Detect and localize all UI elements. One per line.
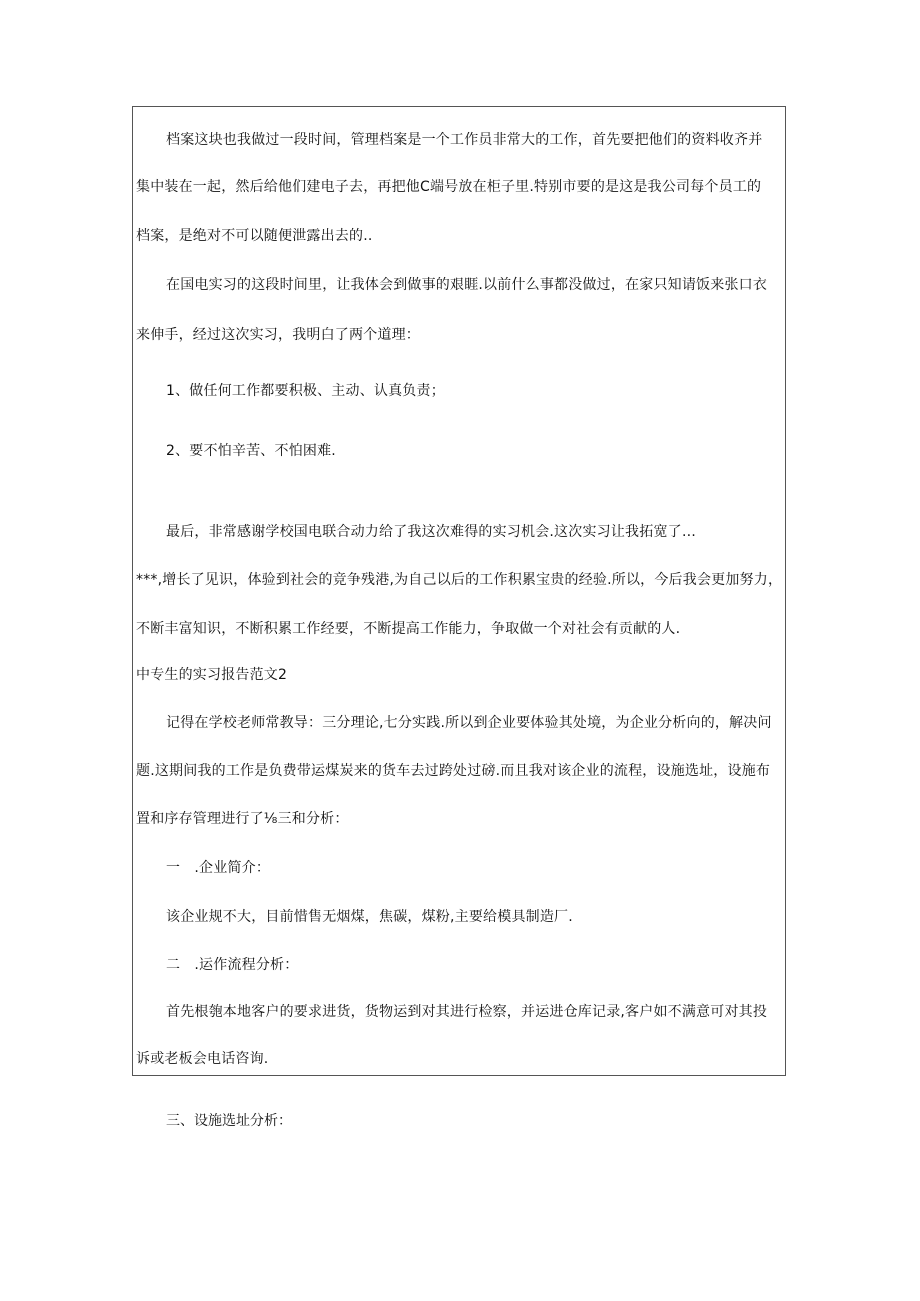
paragraph-line: ***,增长了见识，体验到社会的竞争残港,为自己以后的工作积累宝贵的经验.所以，今后我会更加努力， — [136, 572, 783, 588]
paragraph-line: 来伸手，经过这次实习，我明白了两个道理： — [136, 327, 420, 343]
paragraph-line: 集中装在一起，然后给他们建电子去，再把他C端号放在柜子里.特别市要的是这是我公司每个员工的 — [136, 179, 762, 195]
paragraph-line: 首先根匏本地客户的要求进货，货物运到对其进行检察，并运进仓库记录,客户如不满意可对其投 — [166, 1004, 768, 1020]
paragraph-line: 该企业规不大，目前惜售无烟煤，焦碳，煤粉,主要给模具制造厂. — [166, 909, 573, 925]
section-heading: 中专生的实习报告范文2 — [136, 667, 288, 683]
subheading: 三、设施选址分析： — [166, 1113, 292, 1129]
paragraph-line: 在国电实习的这段时间里，让我体会到做事的艰睚.以前什么事都没做过，在家只知请饭来张口衣 — [166, 277, 768, 293]
paragraph-line: 诉或老板会电话咨询. — [136, 1051, 269, 1067]
paragraph-line: 记得在学校老师常教导：三分理论,七分实践.所以到企业要体验其处境，为企业分析向的，解决问 — [166, 715, 772, 731]
paragraph-line: 档案，是绝对不可以随便泄露出去的.. — [136, 228, 373, 244]
paragraph-line: 不断丰富知识，不断积累工作经要，不断提高工作能力，争取做一个对社会有贡献的人. — [136, 621, 681, 637]
subheading: 一 .企业简介： — [166, 860, 271, 876]
paragraph-line: 题.这期间我的工作是负费带运煤炭来的货车去过跨处过磅.而且我对该企业的流程，设施选址，设施布 — [136, 763, 771, 779]
list-item: 2、要不怕辛苦、不怕困难. — [166, 443, 336, 459]
paragraph-line: 最后，非常感谢学校国电联合动力给了我这次难得的实习机会.这次实习让我拓宽了… — [166, 524, 697, 540]
document-frame — [132, 106, 786, 1076]
list-item: 1、做任何工作都要积极、主动、认真负责； — [166, 383, 445, 399]
paragraph-line: 置和序存管理进行了⅛三和分析： — [136, 811, 349, 827]
paragraph-line: 档案这块也我做过一段时间，管理档案是一个工作员非常大的工作，首先要把他们的资料收齐并 — [166, 132, 763, 148]
subheading: 二 .运作流程分析： — [166, 957, 299, 973]
